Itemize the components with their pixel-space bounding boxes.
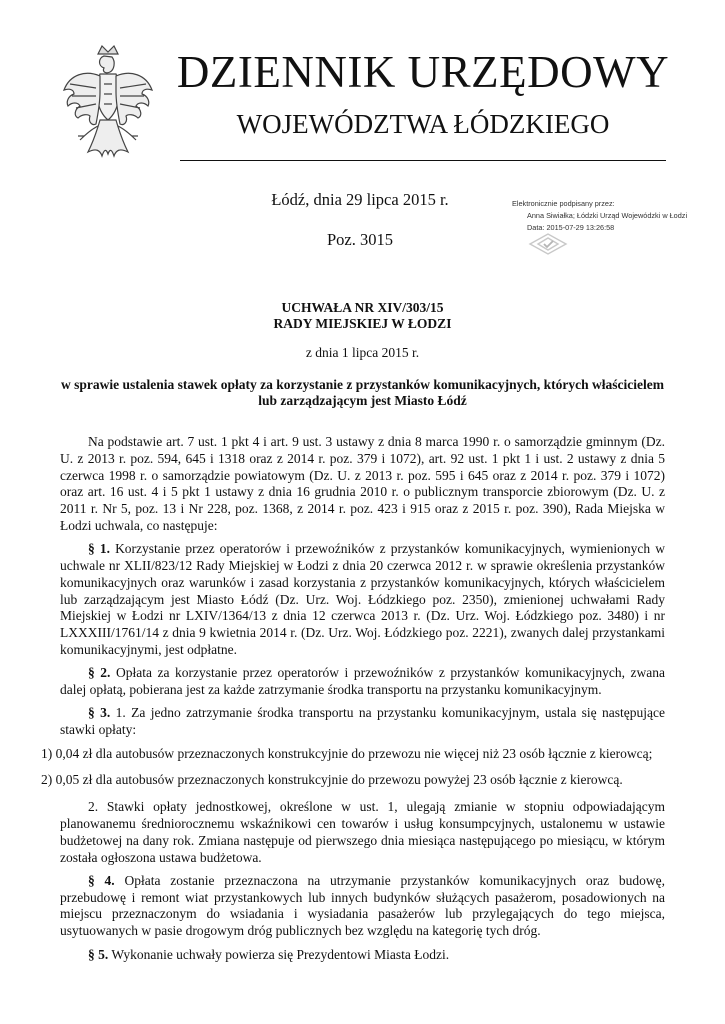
section-number: § 3.	[88, 705, 111, 721]
signature-header: Elektronicznie podpisany przez:	[512, 199, 615, 208]
rate-item-2: 2) 0,05 zł dla autobusów przeznaczonych konstrukcyjnie do przewozu powyżej 23 osób łącznie z kierowcą.	[41, 772, 623, 788]
polish-eagle-emblem-icon	[60, 44, 156, 170]
journal-subtitle: WOJEWÓDZTWA ŁÓDZKIEGO	[236, 109, 610, 139]
issue-position: Poz. 3015	[327, 230, 393, 249]
signature-check-icon	[528, 232, 568, 256]
preamble: Na podstawie art. 7 ust. 1 pkt 4 i art. 9 ust. 3 ustawy z dnia 8 marca 1990 r. o samorządzie gminnym (Dz. U. z 2013 r. poz. 594, 645 i 1318 oraz z 2014 r. poz. 379 i 1072), art. 92 ust. 1 pkt 1 i ust. 2 ustawy z dnia 5 czerwca 1998 r. o samorządzie powiatowym (Dz. U. z 2013 r. poz. 595 i 645 oraz z 2014 r. poz. 379 i 1072) oraz art. 16 ust. 4 i 5 pkt 1 ustawy z dnia 16 grudnia 2010 r. o publicznym transporcie zbiorowym (Dz. U. z 2011 r. Nr 5, poz. 13 i Nr 228, poz. 1368, z 2014 r. poz. 423 i 915 oraz z 2015 r. poz. 390), Rada Miejska w Łodzi uchwala, co następuje:	[60, 434, 665, 533]
section-text: Opłata za korzystanie przez operatorów i przewoźników z przystanków komunikacyjnych, zwana dalej opłatą, pobierana jest za każde zatrzymanie środka transportu na przystanku komunikacyjnym.	[60, 665, 666, 698]
rate-item-1: 1) 0,04 zł dla autobusów przeznaczonych konstrukcyjnie do przewozu nie więcej niż 23 osób łącznie z kierowcą;	[41, 745, 653, 761]
section-number: § 4.	[88, 872, 115, 888]
journal-title: DZIENNIK URZĘDOWY	[176, 47, 670, 97]
section-text: Wykonanie uchwały powierza się Prezydentowi Miasta Łodzi.	[111, 946, 450, 962]
resolution-adopted-date: z dnia 1 lipca 2015 r.	[305, 345, 420, 360]
masthead-divider	[180, 160, 666, 161]
section-text: Opłata zostanie przeznaczona na utrzymanie przystanków komunikacyjnych oraz budowę, przebudowę i remont wiat przystankowych lub innych budynków służących pasażerom, posadowionych na miejscu przeznaczonym do wsiadania i wysiadania pasażerów lub przylegających do tego miejsca, usytuowanych w pasie drogowym dróg publicznych bez względu na kategorię tych dróg.	[60, 872, 665, 939]
issue-date: Łódź, dnia 29 lipca 2015 r.	[271, 190, 449, 209]
signature-date: Data: 2015-07-29 13:26:58	[527, 223, 615, 232]
section-5	[60, 947, 665, 964]
electronic-signature-block	[512, 198, 702, 234]
section-3	[60, 705, 665, 739]
section-number: § 1.	[88, 541, 110, 557]
section-2	[60, 665, 665, 699]
signature-signer: Anna Siwiałka; Łódzki Urząd Wojewódzki w Łodzi	[527, 211, 688, 220]
resolution-council: RADY MIEJSKIEJ W ŁODZI	[273, 316, 452, 331]
document-body	[41, 434, 666, 970]
subject-line-1: w sprawie ustalenia stawek opłaty za korzystanie z przystanków komunikacyjnych, których właścicielem	[61, 377, 664, 392]
subject-line-2: lub zarządzającym jest Miasto Łódź	[258, 393, 467, 408]
resolution-heading	[60, 300, 665, 332]
resolution-subject	[60, 377, 665, 409]
section-4	[60, 873, 665, 940]
section-text: Korzystanie przez operatorów i przewoźników z przystanków komunikacyjnych, wymienionych w uchwale nr XLII/823/12 Rady Miejskiej w Łodzi z dnia 20 czerwca 2012 r. w sprawie określenia przystanków komunikacyjnych oraz warunków i zasad korzystania z przystanków komunikacyjnych, których właścicielem lub zarządzającym jest Miasto Łódź (Dz. Urz. Woj. Łódzkiego poz. 2350), zmienionej uchwałami Rady Miejskiej w Łodzi nr LXIV/1364/13 z dnia 12 czerwca 2013 r. (Dz. Urz. Woj. Łódzkiego poz. 3480) i nr LXXXIII/1761/14 z dnia 9 kwietnia 2014 r. (Dz. Urz. Woj. Łódzkiego poz. 2221), zwanych dalej przystankami komunikacyjnymi, jest odpłatne.	[60, 541, 666, 658]
section-number: § 5.	[88, 946, 109, 962]
section-3-paragraph-2: 2. Stawki opłaty jednostkowej, określone w ust. 1, ulegają zmianie w stopniu odpowiadającym planowanemu średniorocznemu wskaźnikowi cen towarów i usług konsumpcyjnych, ustalonemu w ustawie budżetowej na dany rok. Zmiana następuje od pierwszego dnia miesiąca następującego po miesiącu, w którym została ogłoszona ustawa budżetowa.	[60, 799, 665, 865]
resolution-number: UCHWAŁA NR XIV/303/15	[281, 300, 444, 315]
section-text: 1. Za jedno zatrzymanie środka transportu na przystanku komunikacyjnym, ustala się następujące stawki opłaty:	[60, 705, 666, 738]
section-number: § 2.	[88, 665, 111, 681]
section-1	[60, 541, 665, 659]
